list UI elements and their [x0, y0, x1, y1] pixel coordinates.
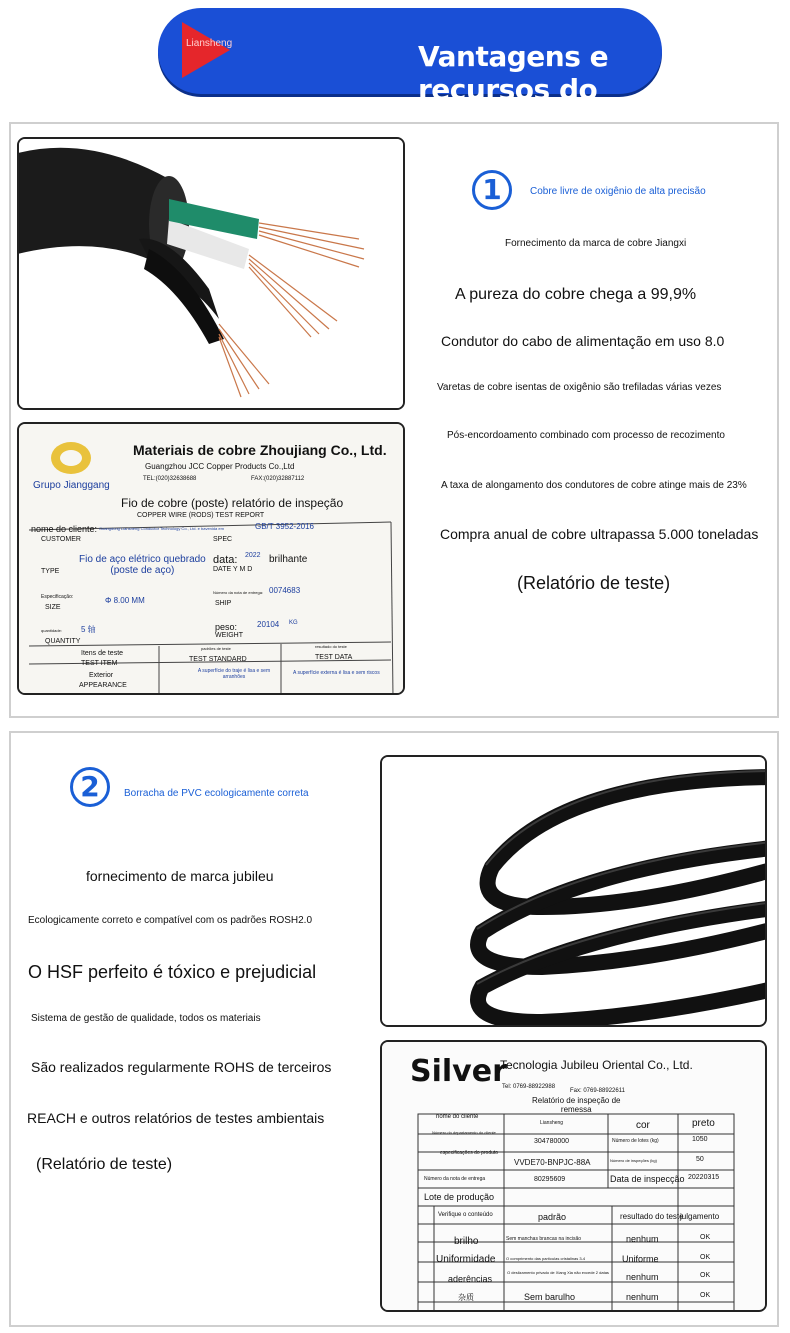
cert2-report-title: Relatório de inspeção de remessa	[532, 1096, 621, 1114]
cert-qty-value: 5 轴	[81, 625, 96, 634]
cert2-row-standard: O deslizamento privado de Xiang Xia não excede 2 datas	[507, 1270, 609, 1275]
feature-2-7: (Relatório de teste)	[36, 1156, 173, 1173]
cert-logo-caption: Grupo Jianggang	[33, 480, 110, 491]
cert-date-value: 2022	[245, 552, 261, 559]
cert-weight-unit: KG	[289, 620, 298, 626]
cert2-tel: Tel: 0769-88922988	[502, 1084, 556, 1090]
cert-fax: FAX:(020)32887112	[251, 476, 305, 482]
feature-1-3: Condutor do cabo de alimentação em uso 8.0	[441, 333, 725, 349]
cert2-row-judge: OK	[700, 1272, 711, 1279]
cert2-fax: Fax: 0769-88922611	[570, 1088, 625, 1094]
cert-row1-standard: A superfície do traje é lisa e sem arranhões	[197, 668, 271, 680]
cert-date-label: data:	[213, 554, 238, 566]
cert2-customer-value: Liansheng	[540, 1120, 564, 1126]
cert-report-title: Fio de cobre (poste) relatório de inspeção	[121, 496, 344, 510]
play-triangle-icon	[182, 22, 233, 78]
cert2-date-value: 20220315	[688, 1174, 720, 1181]
feature-1-8: (Relatório de teste)	[517, 573, 671, 593]
cert2-color-value: preto	[692, 1118, 715, 1129]
cert2-row-standard: Sem barulho	[524, 1292, 576, 1302]
silver-logo: Silver	[410, 1054, 507, 1089]
cert-data-label: resultado do teste	[315, 644, 347, 649]
cert2-spec-label: especificações do produto	[439, 1150, 499, 1156]
cert2-row-item: Uniformidade	[436, 1254, 496, 1265]
badge-number-1: 1	[472, 170, 512, 210]
cert2-batch-label: Lote de produção	[424, 1192, 495, 1202]
brand-logo-text: Liansheng	[186, 38, 233, 49]
cert2-row-item: brilho	[454, 1236, 479, 1247]
cert-customer-label: nome do cliente:	[31, 524, 98, 534]
cert-weight-label: peso:	[215, 622, 238, 632]
feature-1-6: A taxa de alongamento dos condutores de cobre atinge mais de 23%	[441, 480, 747, 491]
cert2-row-judge: OK	[700, 1292, 711, 1299]
cert-row1-item: Exterior	[89, 672, 114, 679]
page-title: Vantagens e recursos do	[418, 40, 609, 106]
cert2-insp-value: 50	[696, 1156, 704, 1163]
cert2-customer-label: nome do cliente	[436, 1114, 479, 1120]
pvc-shipment-report-image	[380, 1040, 767, 1312]
cert-row1-data: A superfície externa é lisa e sem riscos	[293, 670, 380, 676]
feature-1-5: Pós-encordoamento combinado com processo de recozimento	[447, 430, 725, 441]
cert2-delivery-value: 80295609	[534, 1176, 566, 1183]
cert-size-label: Especificação:	[41, 594, 74, 600]
cert-ship-label: Número da nota de entrega:	[213, 590, 264, 595]
cert2-row-result: nenhum	[626, 1292, 659, 1302]
cert2-dept-value: 304780000	[534, 1138, 570, 1145]
cert-item-label: Itens de teste	[81, 650, 124, 657]
cert2-row-item: aderências	[448, 1274, 493, 1284]
cert2-row-result: Uniforme	[622, 1254, 659, 1264]
cert2-lot-value: 1050	[692, 1136, 708, 1143]
cert-data-en: TEST DATA	[315, 654, 353, 661]
cert2-row-judge: OK	[700, 1254, 711, 1261]
cert2-lot-label: Número de lotes (kg)	[612, 1138, 659, 1144]
feature-1-4: Varetas de cobre isentas de oxigênio são trefiladas várias vezes	[437, 382, 722, 393]
cert-company: Materiais de cobre Zhoujiang Co., Ltd.	[133, 442, 387, 458]
cert-standard-en: TEST STANDARD	[189, 656, 247, 663]
cert-tel: TEL:(020)32638688	[143, 476, 197, 482]
cert2-row-item: 杂质	[458, 1293, 474, 1302]
cert-size-en: SIZE	[45, 604, 61, 611]
cert2-spec-value: VVDE70-BNPJC-88A	[514, 1158, 591, 1167]
feature-1-2: A pureza do cobre chega a 99,9%	[455, 286, 697, 303]
cert2-color-label: cor	[636, 1120, 650, 1131]
feature-2-2: Ecologicamente correto e compatível com os padrões ROSH2.0	[28, 915, 313, 926]
cert-company-en: Guangzhou JCC Copper Products Co.,Ltd	[145, 462, 295, 471]
cert2-row-standard: Sem manchas brancas na incisão	[506, 1236, 582, 1242]
cert2-col-judge: julgamento	[680, 1212, 720, 1221]
cert-spec-en: SPEC	[213, 536, 233, 543]
cert2-dept-label: Número do departamento do cliente	[432, 1130, 496, 1135]
cert2-col-standard: padrão	[538, 1212, 567, 1222]
badge-label-1: Cobre livre de oxigênio de alta precisão	[530, 186, 706, 197]
cert-customer-value: Guangdong Liansheng Conductor Technology Co., Ltd. e bavenida em	[99, 526, 224, 531]
cert2-delivery-label: Número da nota de entrega	[424, 1176, 486, 1182]
badge-label-2: Borracha de PVC ecologicamente correta	[124, 788, 309, 799]
feature-1-7: Compra anual de cobre ultrapassa 5.000 toneladas	[440, 526, 759, 542]
feature-2-6: REACH e outros relatórios de testes ambientais	[27, 1110, 325, 1126]
cert-ship-value: 0074683	[269, 586, 301, 595]
cert-customer-en: CUSTOMER	[41, 536, 81, 543]
cert-ship-en: SHIP	[215, 600, 232, 607]
cert2-row-judge: OK	[700, 1234, 711, 1241]
cert-item-en: TEST ITEM	[81, 660, 118, 667]
cert-type-en: TYPE	[41, 568, 60, 575]
cert-row1-item-en: APPEARANCE	[79, 682, 127, 689]
cert-weight-value: 20104	[257, 620, 280, 629]
feature-2-4: Sistema de gestão de qualidade, todos os materiais	[31, 1013, 261, 1024]
cert-type-value: Fio de aço elétrico quebrado (poste de aço)	[79, 554, 206, 576]
cert2-row-result: nenhum	[626, 1234, 659, 1244]
copper-test-report-image	[17, 422, 405, 695]
cert-spec-value: GB/T 3952-2016	[255, 522, 315, 531]
cert-report-title-en: COPPER WIRE (RODS) TEST REPORT	[137, 512, 265, 519]
feature-2-3: O HSF perfeito é tóxico e prejudicial	[28, 962, 317, 982]
cert2-date-label: Data de inspecção	[610, 1174, 685, 1184]
feature-2-1: fornecimento de marca jubileu	[86, 868, 274, 884]
cert2-row-result: nenhum	[626, 1272, 659, 1282]
cert-weight-en: WEIGHT	[215, 632, 243, 639]
feature-2-5: São realizados regularmente ROHS de terceiros	[31, 1059, 332, 1075]
cert2-company: Tecnologia Jubileu Oriental Co., Ltd.	[500, 1058, 693, 1072]
cert-qty-en: QUANTITY	[45, 638, 81, 645]
cert2-col-result: resultado do teste	[620, 1212, 684, 1221]
cert-brilliant: brilhante	[269, 554, 308, 565]
cert2-row-standard: O comprimento das partículas cristalinas 3-4	[506, 1256, 586, 1261]
badge-number-2: 2	[70, 767, 110, 807]
cert2-insp-label: Número de inspeções (kg)	[610, 1158, 657, 1163]
header-banner	[158, 8, 662, 106]
cable-photo	[17, 137, 405, 410]
feature-1-1: Fornecimento da marca de cobre Jiangxi	[505, 238, 687, 249]
cert2-col-item: Verifique o conteúdo	[438, 1212, 493, 1218]
coiled-cable-photo	[380, 755, 767, 1027]
cert-qty-label: quantidade:	[41, 628, 62, 633]
cert-size-value: Φ 8.00 MM	[105, 596, 145, 605]
cert-date-en: DATE Y M D	[213, 566, 253, 573]
cert-standard-label: padrões de teste	[201, 646, 231, 651]
